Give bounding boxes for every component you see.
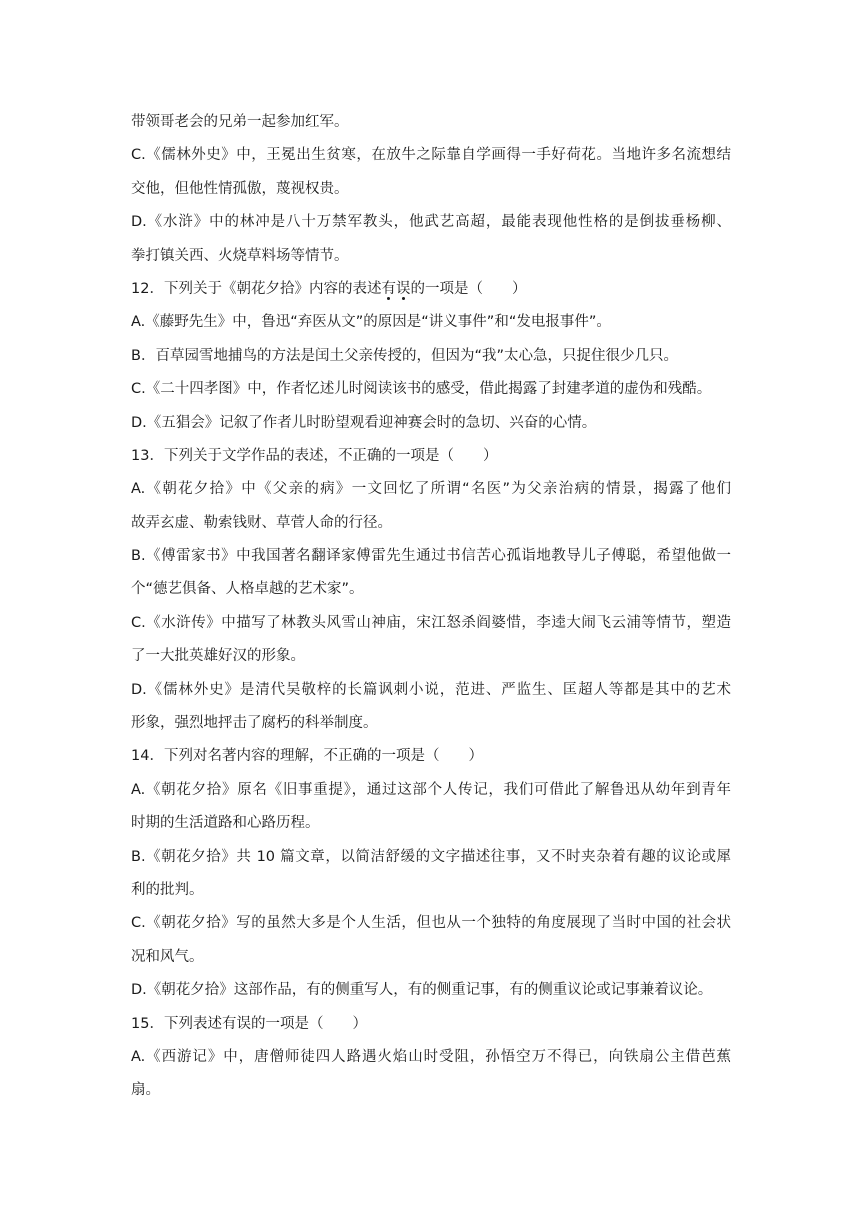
text-line: 带领哥老会的兄弟一起参加红军。: [131, 114, 349, 130]
option-a-line: A.《藤野先生》中，鲁迅“弃医从文”的原因是“讲义事件”和“发电报事件”。: [131, 314, 611, 331]
text-line: 交他，但他性情孤傲，蔑视权贵。: [131, 180, 349, 197]
text-line: 时期的生活道路和心路历程。: [131, 815, 320, 832]
option-b-line: B.《朝花夕拾》共 10 篇文章，以简洁舒缓的文字描述往事，又不时夹杂着有趣的议论或犀: [131, 848, 731, 865]
text-line: 况和风气。: [131, 948, 204, 965]
question-14-stem: 14．下列对名著内容的理解，不正确的一项是（ ）: [131, 748, 483, 765]
question-13-stem: 13．下列关于文学作品的表述，不正确的一项是（ ）: [131, 447, 498, 464]
text-line: 扇。: [131, 1082, 160, 1099]
option-a-line: A.《朝花夕拾》中《父亲的病》一文回忆了所谓“名医”为父亲治病的情景，揭露了他们: [131, 481, 731, 498]
text-line: 了一大批英雄好汉的形象。: [131, 648, 305, 665]
option-d-line: D.《水浒》中的林冲是八十万禁军教头，他武艺高超，最能表现他性格的是倒拔垂杨柳、: [131, 214, 731, 231]
option-a-line: A.《朝花夕拾》原名《旧事重提》，通过这部个人传记，我们可借此了解鲁迅从幼年到青年: [131, 781, 731, 798]
question-12-stem: [131, 273, 731, 306]
text-line: 个“德艺俱备、人格卓越的艺术家”。: [131, 581, 364, 598]
option-b-line: B.《傅雷家书》中我国著名翻译家傅雷先生通过书信苦心孤诣地教导儿子傅聪，希望他做一: [131, 548, 731, 565]
option-d-line: D.《儒林外史》是清代吴敬梓的长篇讽刺小说，范进、严监生、匡超人等都是其中的艺术: [131, 681, 731, 698]
text-line: 形象，强烈地抨击了腐朽的科举制度。: [131, 715, 378, 732]
option-c-line: C.《二十四孝图》中，作者忆述儿时阅读该书的感受，借此揭露了封建孝道的虚伪和残酷。: [131, 381, 712, 398]
option-c-line: C.《朝花夕拾》写的虽然大多是个人生活，但也从一个独特的角度展现了当时中国的社会状: [131, 915, 731, 932]
stem-text: 的一项是（ ）: [410, 280, 527, 297]
option-b-line: B．百草园雪地捕鸟的方法是闰土父亲传授的，但因为“我”太心急，只捉住很少几只。: [131, 347, 678, 364]
question-15-stem: 15．下列表述有误的一项是（ ）: [131, 1015, 367, 1032]
emphasis-char: 有: [381, 280, 396, 297]
question-text: [131, 106, 731, 1108]
option-c-line: C.《水浒传》中描写了林教头风雪山神庙，宋江怒杀阎婆惜，李逵大闹飞云浦等情节，塑造: [131, 614, 731, 631]
text-line: 拳打镇关西、火烧草料场等情节。: [131, 247, 349, 264]
option-c-line: C.《儒林外史》中，王冕出生贫寒，在放牛之际靠自学画得一手好荷花。当地许多名流想结: [131, 147, 731, 164]
text-line: 利的批判。: [131, 881, 204, 898]
option-d-line: D.《五猖会》记叙了作者儿时盼望观看迎神赛会时的急切、兴奋的心情。: [131, 414, 597, 431]
text-line: 故弄玄虚、勒索钱财、草菅人命的行径。: [131, 514, 392, 531]
stem-text: 12．下列关于《朝花夕拾》内容的表述: [131, 280, 382, 297]
option-d-line: D.《朝花夕拾》这部作品，有的侧重写人，有的侧重记事，有的侧重议论或记事兼着议论。: [131, 982, 713, 999]
option-a-line: A.《西游记》中，唐僧师徒四人路遇火焰山时受阻，孙悟空万不得已，向铁扇公主借芭蕉: [131, 1048, 731, 1065]
emphasis-char: 误: [395, 280, 411, 297]
